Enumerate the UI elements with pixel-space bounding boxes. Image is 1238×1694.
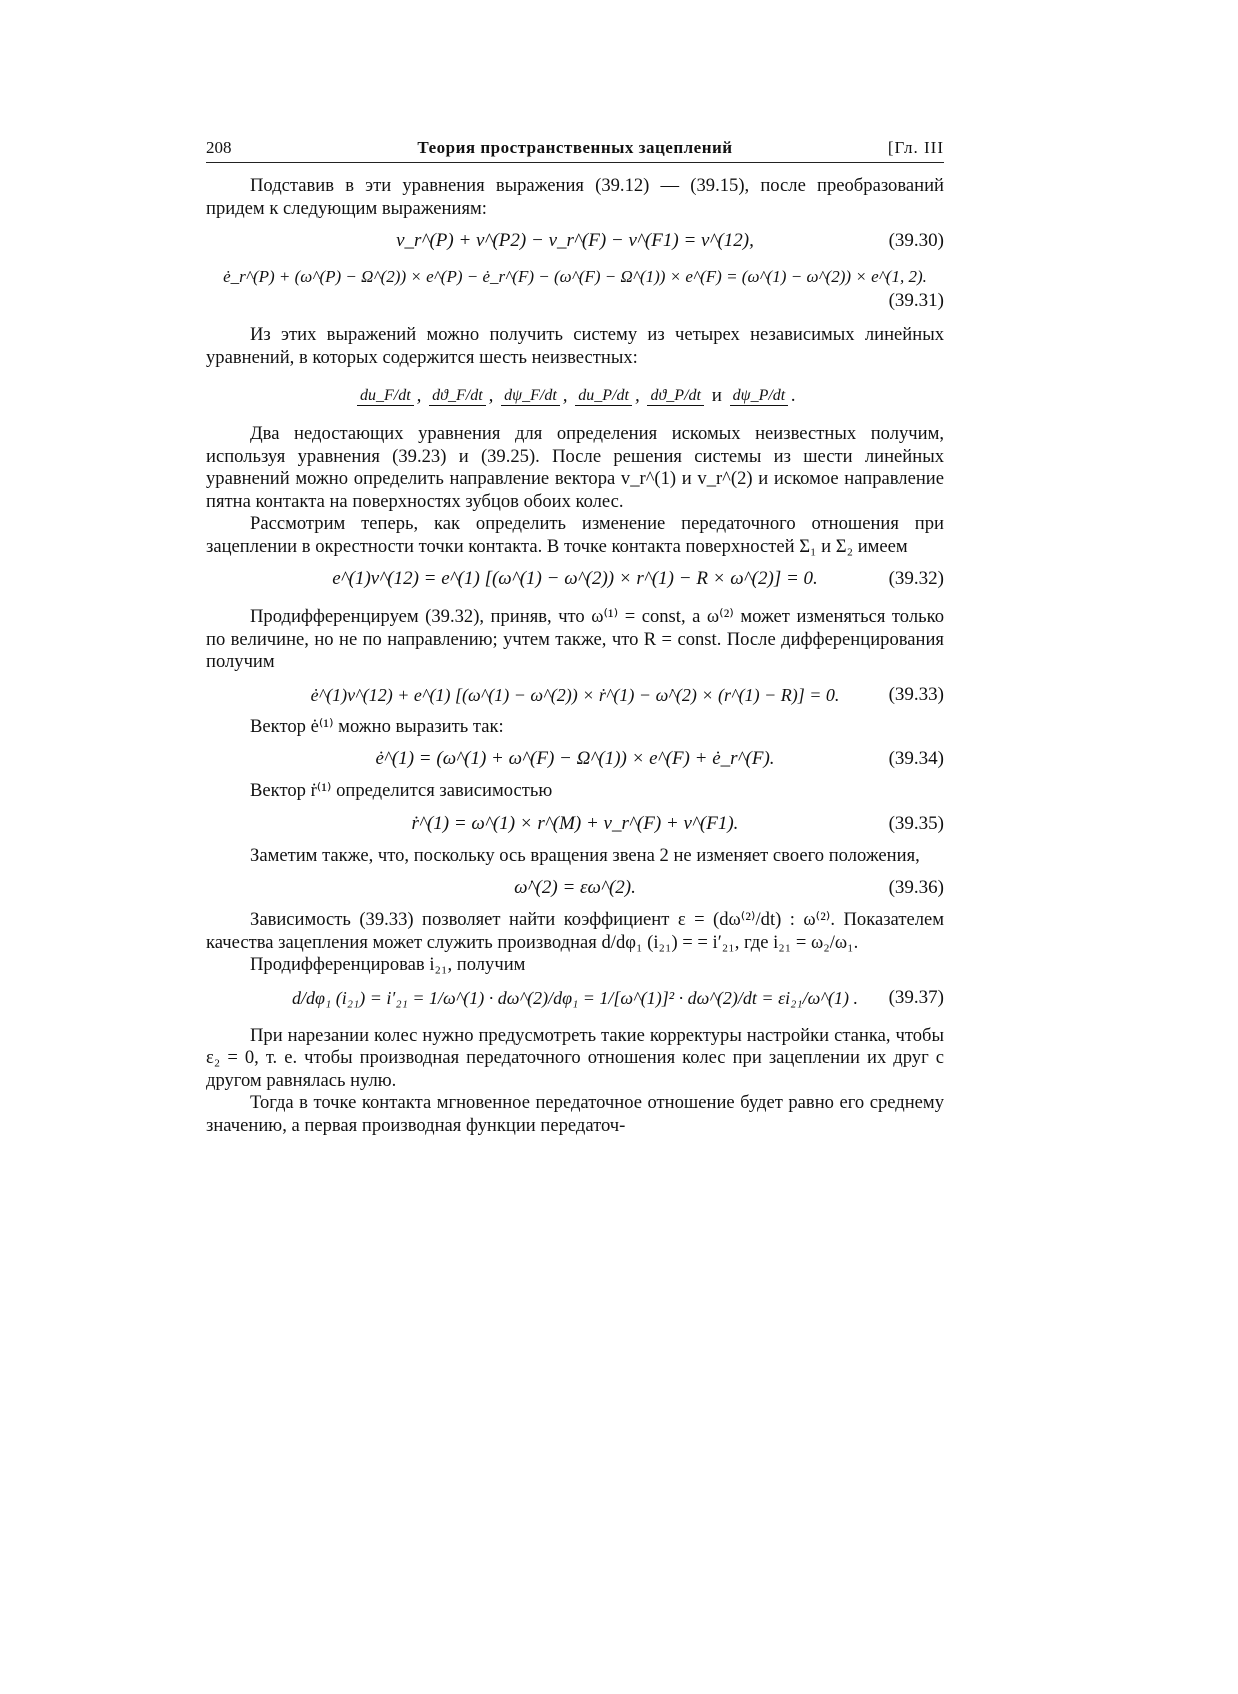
equation-number: (39.37) <box>888 986 944 1008</box>
equation-39-37 <box>206 983 944 1013</box>
unknown-fraction: dψ_F/dt <box>501 387 560 406</box>
equation-number: (39.31) <box>888 290 944 311</box>
paragraph-10: Продифференцировав i₂₁, получим <box>250 954 526 975</box>
unknown-fraction: dϑ_P/dt <box>647 387 704 406</box>
unknowns-list: du_F/dt , dϑ_F/dt , dψ_F/dt , du_P/dt , dϑ_P/dt и dψ_P/dt . <box>206 381 944 411</box>
equation-39-35 <box>206 809 944 839</box>
paragraph-11: При нарезании колес нужно предусмотреть такие корректуры настройки станка, чтобы ε₂ = 0, т. е. чтобы производная передаточного отношения колес при зацеплении их друг с другом равнялась нулю. <box>206 1024 944 1091</box>
equation-number: (39.32) <box>888 568 944 589</box>
equation-39-36 <box>206 873 944 903</box>
paragraph-6: Вектор ė⁽¹⁾ можно выразить так: <box>250 715 504 737</box>
equation-39-33 <box>206 680 944 710</box>
equation-39-30 <box>206 226 944 256</box>
paragraph-1: Подставив в эти уравнения выражения (39.12) — (39.15), после преобразований придем к следующим выражениям: <box>206 175 944 219</box>
equation-body: ė^(1)v^(12) + e^(1) [(ω^(1) − ω^(2)) × ṙ^(1) − ω̇^(2) × (r^(1) − R)] = 0. <box>310 684 840 705</box>
equation-number: (39.30) <box>888 230 944 251</box>
page-number: 208 <box>206 138 232 157</box>
equation-39-32 <box>206 564 944 594</box>
unknown-fraction: dϑ_F/dt <box>429 387 486 406</box>
equation-body: v_r^(P) + v^(P2) − v_r^(F) − v^(F1) = v^(12), <box>396 230 754 251</box>
paragraph-2: Из этих выражений можно получить систему из четырех независимых линейных уравнений, в которых содержится шесть неизвестных: <box>206 324 944 368</box>
equation-number: (39.34) <box>888 748 944 769</box>
document-page <box>206 136 944 1137</box>
chapter-marker: [Гл. III <box>887 138 944 157</box>
equation-39-34 <box>206 744 944 774</box>
equation-39-31 <box>206 262 944 312</box>
paragraph-7: Вектор ṙ⁽¹⁾ определится зависимостью <box>250 780 553 801</box>
running-title: Теория пространственных зацеплений <box>417 138 733 157</box>
paragraph-5: Продифференцируем (39.32), приняв, что ω⁽¹⁾ = const, а ω⁽²⁾ может изменяться только по величине, но не по направлению; учтем также, что R = const. После дифференцирования получим <box>206 606 944 672</box>
unknown-fraction: du_P/dt <box>575 387 632 406</box>
unknown-fraction: dψ_P/dt <box>730 387 789 406</box>
equation-number: (39.36) <box>888 877 944 898</box>
paragraph-9: Зависимость (39.33) позволяет найти коэффициент ε = (dω⁽²⁾/dt) : ω⁽²⁾. Показателем качества зацепления может служить производная d/dφ₁ (i₂₁) = = i′₂₁, где i₂₁ = ω₂/ω₁. <box>206 909 944 953</box>
equation-body: ω̇^(2) = εω^(2). <box>514 877 636 898</box>
equation-body: ṙ^(1) = ω^(1) × r^(M) + v_r^(F) + v^(F1). <box>411 812 739 834</box>
paragraph-3: Два недостающих уравнения для определения искомых неизвестных получим, используя уравнения (39.23) и (39.25). После решения системы из шести линейных уравнений можно определить направление вектора v_r^(1) и v_r^(2) и искомое направление пятна контакта на поверхностях зубцов обоих колес. <box>206 423 944 512</box>
equation-body: ė^(1) = (ω^(1) + ω^(F) − Ω^(1)) × e^(F) + ė_r^(F). <box>375 748 775 769</box>
equation-number: (39.33) <box>888 683 944 705</box>
running-header <box>206 136 944 163</box>
paragraph-4: Рассмотрим теперь, как определить изменение передаточного отношения при зацеплении в окрестности точки контакта. В точке контакта поверхностей Σ₁ и Σ₂ имеем <box>206 513 944 557</box>
unknown-fraction: du_F/dt <box>357 387 414 406</box>
paragraph-8: Заметим также, что, поскольку ось вращения звена 2 не изменяет своего положения, <box>250 844 920 866</box>
equation-body: ė_r^(P) + (ω^(P) − Ω^(2)) × e^(P) − ė_r^(F) − (ω^(F) − Ω^(1)) × e^(F) = (ω^(1) − ω^(2)) × e^(1, 2). <box>223 267 927 286</box>
equation-body: d/dφ₁ (i₂₁) = i′₂₁ = 1/ω^(1) · dω^(2)/dφ₁ = 1/[ω^(1)]² · dω^(2)/dt = εi₂₁/ω^(1) . <box>292 987 858 1008</box>
paragraph-12: Тогда в точке контакта мгновенное передаточное отношение будет равно его среднему значению, а первая производная функции передаточ- <box>206 1092 944 1136</box>
equation-number: (39.35) <box>888 812 944 834</box>
equation-body: e^(1)v^(12) = e^(1) [(ω^(1) − ω^(2)) × r^(1) − R × ω^(2)] = 0. <box>332 568 818 589</box>
